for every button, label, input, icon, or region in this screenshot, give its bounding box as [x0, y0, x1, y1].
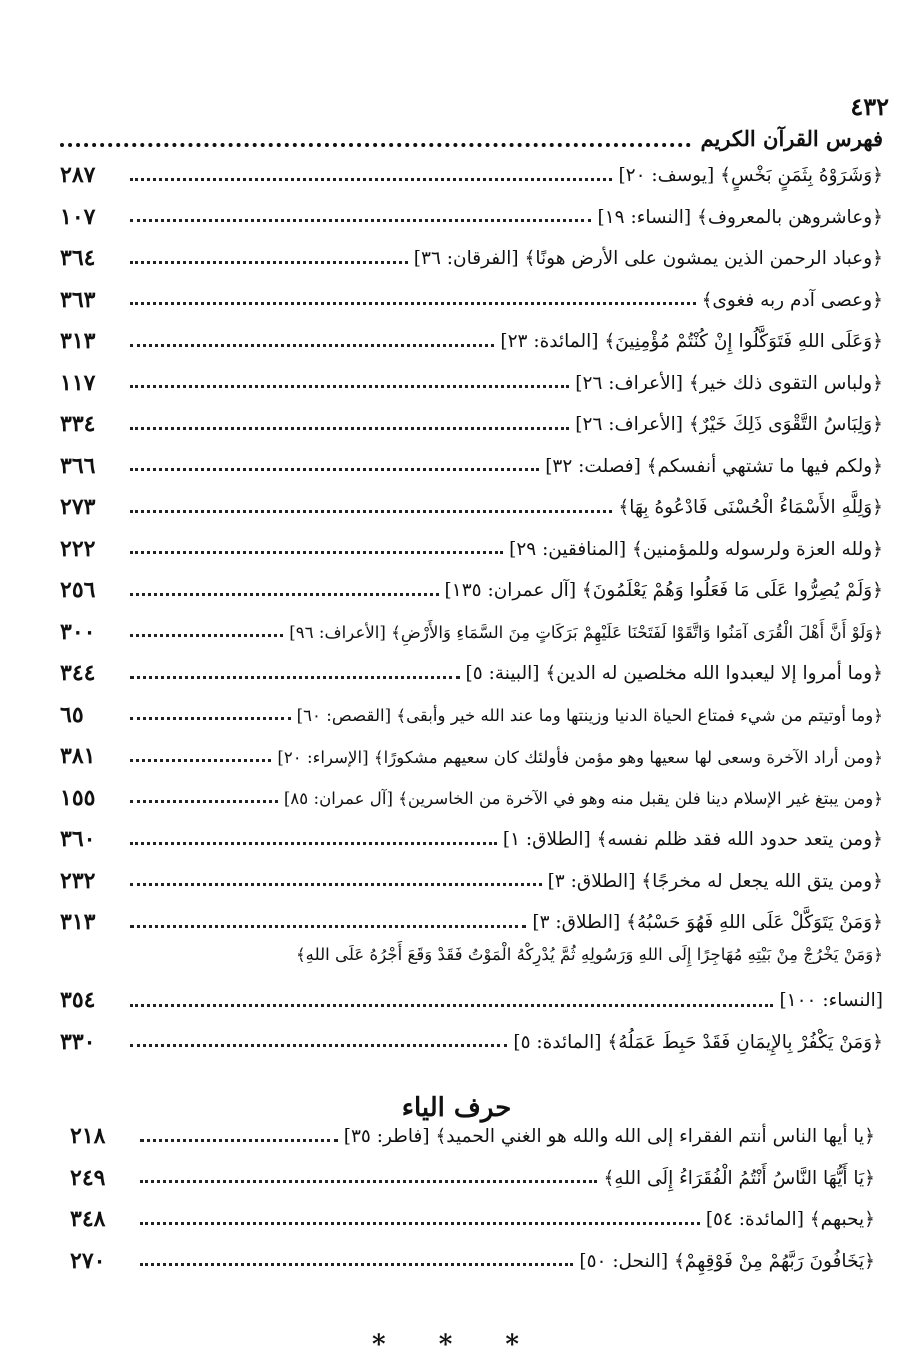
dot-leader: [130, 593, 439, 596]
index-entry: [70, 1155, 875, 1197]
entry-page: ١١٧: [60, 369, 96, 396]
dot-leader: [130, 468, 539, 471]
index-entry: [60, 899, 883, 941]
entry-text: ﴿ومن أراد الآخرة وسعى لها سعيها وهو مؤمن فأولئك كان سعيهم مشكورًا﴾ [الإسراء: ٢٠]: [277, 747, 883, 767]
dot-leader: [130, 344, 494, 347]
dot-leader: [130, 261, 408, 264]
entry-text: ﴿ولباس التقوى ذلك خير﴾ [الأعراف: ٢٦]: [575, 372, 883, 394]
entry-page: ٣٦٤: [60, 245, 96, 271]
index-entry: [60, 277, 883, 319]
entry-text: ﴿وما أوتيتم من شيء فمتاع الحياة الدنيا وزينتها وما عند الله خير وأبقى﴾ [القصص: ٦٠]: [296, 706, 883, 726]
entry-page: ٣٤٨: [70, 1206, 106, 1232]
dot-leader: [140, 1180, 597, 1183]
entry-page: ٣٦٠: [60, 826, 96, 852]
index-entry: [60, 650, 883, 692]
entry-page: ٣٥٤: [60, 987, 96, 1013]
index-entry: [70, 1113, 875, 1155]
entry-text: ﴿يَخَافُونَ رَبَّهُمْ مِنْ فَوْقِهِمْ﴾ [النحل: ٥٠]: [579, 1250, 875, 1272]
dot-leader: [130, 717, 291, 720]
index-entry-multiline: [60, 941, 883, 1019]
index-entry: [60, 609, 883, 651]
index-entry: [60, 484, 883, 526]
index-entry: [60, 816, 883, 858]
entry-text: ﴿وَلَوْ أَنَّ أَهْلَ الْقُرَى آمَنُوا وَاتَّقَوْا لَفَتَحْنَا عَلَيْهِمْ بَرَكَاتٍ مِنَ السَّمَاءِ وَالأَرْضِ﴾ [الأعراف: ٩٦]: [289, 623, 883, 643]
dot-leader: [130, 634, 283, 637]
index-list: [60, 152, 883, 1060]
index-entry: [60, 235, 883, 277]
entry-text: ﴿وَلَمْ يُصِرُّوا عَلَى مَا فَعَلُوا وَهُمْ يَعْلَمُونَ﴾ [آل عمران: ١٣٥]: [444, 580, 883, 602]
entry-page: ٣٣٠: [60, 1028, 96, 1055]
dot-leader: [130, 759, 271, 762]
dot-leader: [140, 1222, 700, 1225]
dot-leader: [130, 385, 569, 388]
entry-text: ﴿ولله العزة ولرسوله وللمؤمنين﴾ [المنافقين: ٢٩]: [509, 538, 883, 560]
index-entry: [60, 567, 883, 609]
running-header: [60, 126, 883, 151]
entry-page: ٣٣٤: [60, 411, 96, 437]
entry-second-line: [122, 989, 883, 1018]
dot-leader: [130, 427, 569, 430]
entry-page: ٣٠٠: [60, 618, 96, 645]
entry-text: ﴿ومن يتعد حدود الله فقد ظلم نفسه﴾ [الطلاق: ١]: [502, 829, 883, 851]
entry-page: ٢٧٠: [70, 1247, 106, 1274]
entry-page: ٣١٣: [60, 328, 96, 354]
entry-page: ٢٧٣: [60, 494, 96, 520]
index-entry: [60, 733, 883, 775]
entry-page: ٢٤٩: [70, 1164, 106, 1191]
index-entry: [60, 858, 883, 900]
header-dotted-rule: [60, 143, 691, 147]
index-entry: [70, 1238, 875, 1280]
index-entry: [60, 360, 883, 402]
dot-leader: [130, 800, 278, 803]
entry-page: ٣٦٦: [60, 452, 96, 479]
dot-leader: [140, 1139, 338, 1142]
entry-text: ﴿وَلِلَّهِ الأَسْمَاءُ الْحُسْنَى فَادْعُوهُ بِهَا﴾: [618, 497, 883, 519]
entry-page: ٣٦٣: [60, 286, 96, 313]
dot-leader: [130, 219, 591, 222]
dot-leader: [140, 1263, 573, 1266]
entry-text: ﴿يا أيها الناس أنتم الفقراء إلى الله والله هو الغني الحميد﴾ [فاطر: ٣٥]: [343, 1126, 875, 1148]
index-entry: [60, 775, 883, 817]
index-entry: [60, 443, 883, 485]
entry-page: ٣٤٤: [60, 660, 96, 686]
index-entry: [60, 152, 883, 194]
index-entry: [70, 1196, 875, 1238]
index-entry: [60, 526, 883, 568]
entry-text: ﴿وَلِبَاسُ التَّقْوَى ذَلِكَ خَيْرٌ﴾ [الأعراف: ٢٦]: [575, 414, 883, 436]
page-number: ٤٣٢: [850, 92, 889, 121]
entry-text: ﴿وَعَلَى اللهِ فَتَوَكَّلُوا إِنْ كُنْتُمْ مُؤْمِنِينَ﴾ [المائدة: ٢٣]: [500, 331, 883, 353]
index-entry: [60, 194, 883, 236]
index-entry: [60, 318, 883, 360]
entry-text: ﴿وعاشروهن بالمعروف﴾ [النساء: ١٩]: [597, 206, 883, 228]
entry-page: ٢٢٢: [60, 535, 96, 562]
entry-page: ١٠٧: [60, 203, 96, 230]
entry-page: ٦٥: [60, 701, 84, 728]
dot-leader: [130, 842, 497, 845]
index-entry: [60, 692, 883, 734]
entry-page: ٢٨٧: [60, 162, 96, 188]
index-entry: [60, 401, 883, 443]
entry-page: ٣١٣: [60, 909, 96, 935]
closing-ornament: * * *: [372, 1330, 541, 1360]
entry-text: ﴿ومن يتق الله يجعل له مخرجًا﴾ [الطلاق: ٣]: [547, 870, 883, 892]
entry-text: ﴿ومن يبتغ غير الإسلام دينا فلن يقبل منه وهو في الآخرة من الخاسرين﴾ [آل عمران: ٨٥]: [283, 789, 883, 809]
entry-text: ﴿وعصى آدم ربه فغوى﴾: [701, 289, 883, 311]
entry-text: ﴿وما أمروا إلا ليعبدوا الله مخلصين له الدين﴾ [البينة: ٥]: [465, 663, 883, 685]
entry-page: ٢١٨: [70, 1123, 106, 1149]
entry-text: ﴿وَشَرَوْهُ بِثَمَنٍ بَخْسٍ﴾ [يوسف: ٢٠]: [618, 165, 883, 187]
dot-leader: [130, 676, 460, 679]
entry-body: [122, 941, 883, 1019]
section-index-list: [70, 1113, 875, 1279]
entry-page: ١٥٥: [60, 784, 96, 811]
dot-leader: [130, 302, 696, 305]
entry-text: ﴿وَمَنْ يَكْفُرْ بِالإِيمَانِ فَقَدْ حَبِطَ عَمَلُهُ﴾ [المائدة: ٥]: [513, 1031, 883, 1053]
entry-text: ﴿وعباد الرحمن الذين يمشون على الأرض هونًا﴾ [الفرقان: ٣٦]: [413, 248, 883, 270]
dot-leader: [130, 178, 612, 181]
entry-text: ﴿ولكم فيها ما تشتهي أنفسكم﴾ [فصلت: ٣٢]: [545, 455, 883, 477]
dot-leader: [130, 1004, 773, 1007]
entry-text: ﴿يحبهم﴾ [المائدة: ٥٤]: [705, 1209, 875, 1231]
entry-text: ﴿وَمَنْ يَتَوَكَّلْ عَلَى اللهِ فَهُوَ حَسْبُهُ﴾ [الطلاق: ٣]: [532, 912, 883, 934]
dot-leader: [130, 551, 503, 554]
page-title: فهرس القرآن الكريم: [700, 126, 883, 151]
dot-leader: [130, 510, 612, 513]
index-entry: [60, 1019, 883, 1061]
entry-text: ﴿يَا أَيُّهَا النَّاسُ أَنْتُمُ الْفُقَرَاءُ إِلَى اللهِ﴾: [603, 1167, 875, 1189]
entry-text: ﴿وَمَنْ يَخْرُجْ مِنْ بَيْتِهِ مُهَاجِرًا إِلَى اللهِ وَرَسُولِهِ ثُمَّ يُدْرِكْهُ الْمَوْتُ فَقَدْ وَقَعَ أَجْرُهُ عَلَى اللهِ﴾: [295, 944, 883, 964]
entry-page: ٣٨١: [60, 743, 96, 769]
entry-page: ٢٥٦: [60, 577, 96, 603]
dot-leader: [130, 1044, 507, 1047]
dot-leader: [130, 883, 542, 886]
section-heading: حرف الياء: [401, 1093, 512, 1123]
entry-reference: [النساء: ١٠٠]: [779, 990, 883, 1012]
dot-leader: [130, 925, 526, 928]
entry-page: ٢٣٢: [60, 867, 96, 894]
